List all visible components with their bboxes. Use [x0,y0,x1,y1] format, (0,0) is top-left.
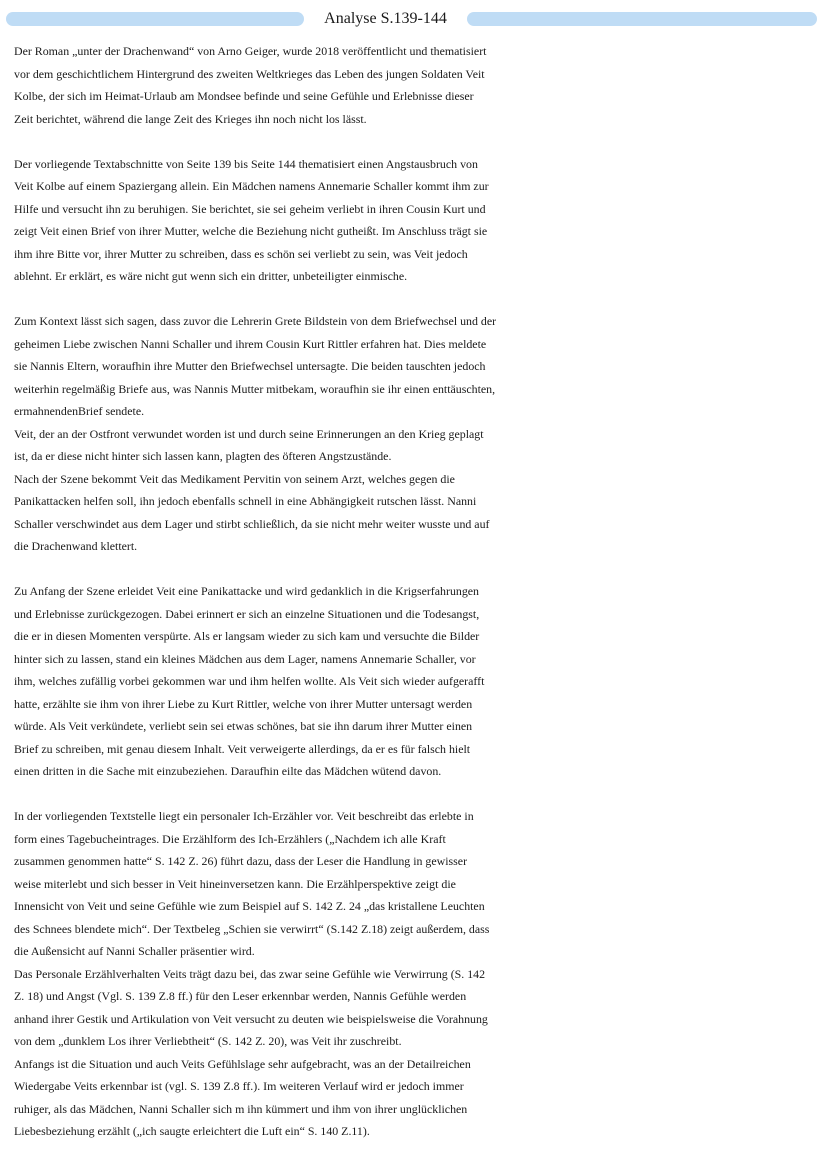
text-line: Das Personale Erzählverhalten Veits trägt dazu bei, das zwar seine Gefühle wie Verwirrung (S. 142 [14,966,486,981]
text-line: des Schnees blendete mich“. Der Textbeleg „Schien sie verwirrt“ (S.142 Z.18) zeigt außerdem, dass [14,921,490,936]
text-line: Brief zu schreiben, mit genau diesem Inhalt. Veit verweigerte allerdings, da er es für falsch hielt [14,741,471,756]
text-line: vor dem geschichtlichem Hintergrund des zweiten Weltkrieges das Leben des jungen Soldaten Veit [14,66,485,81]
text-line: Wiedergabe Veits erkennbar ist (vgl. S. 139 Z.8 ff.). Im weiteren Verlauf wird er jedoch immer [14,1079,464,1093]
text-line: geheimen Liebe zwischen Nanni Schaller und ihrem Cousin Kurt Rittler erfahren hat. Dies meldete [14,336,487,351]
page-header [0,8,828,32]
paragraph-gap [14,783,822,806]
text-line: Der Roman „unter der Drachenwand“ von Arno Geiger, wurde 2018 veröffentlicht und thematisiert [14,44,487,58]
text-line: hatte, erzählte sie ihm von ihrer Liebe zu Kurt Rittler, welche von ihrer Mutter untersagt werden [14,696,473,711]
paragraph-3 [14,310,822,558]
text-line: Zu Anfang der Szene erleidet Veit eine Panikattacke und wird gedanklich in die Krigserfahrungen [14,584,480,598]
paragraph-1 [14,40,822,130]
text-line: Der vorliegende Textabschnitte von Seite 139 bis Seite 144 thematisiert einen Angstausbruch von [14,156,478,171]
text-line: ist, da er diese nicht hinter sich lassen kann, plagten des öfteren Angstzustände. [14,449,392,463]
text-line: die er in diesen Momenten verspürte. Als er langsam wieder zu sich kam und versuchte die Bilder [14,629,480,643]
text-line: Nach der Szene bekommt Veit das Medikament Pervitin von seinem Arzt, welches gegen die [14,471,455,486]
text-line: form eines Tagebucheintrages. Die Erzählform des Ich-Erzählers („Nachdem ich alle Kraft [14,831,446,846]
document-body [14,40,822,1143]
paragraph-gap [14,558,822,581]
text-line: Liebesbeziehung erzählt („ich saugte erleichtert die Luft ein“ S. 140 Z.11). [14,1124,370,1138]
paragraph-2 [14,153,822,288]
text-line: Zum Kontext lässt sich sagen, dass zuvor die Lehrerin Grete Bildstein von dem Briefwechsel und der [14,314,497,328]
text-line: ablehnt. Er erklärt, es wäre nicht gut wenn sich ein dritter, unbeteiligter einmische. [14,269,408,283]
text-line: zusammen genommen hatte“ S. 142 Z. 26) führt dazu, dass der Leser die Handlung in gewisser [14,854,468,868]
text-line: ihm ihre Bitte vor, ihrer Mutter zu schreiben, dass es schön sei verliebt zu sein, was Veit jedoch [14,246,468,261]
text-line: und Erlebnisse zurückgezogen. Dabei erinnert er sich an einzelne Situationen und die Todesangst, [14,606,480,621]
text-line: einen dritten in die Sache mit einzubeziehen. Daraufhin eilte das Mädchen wütend davon. [14,764,442,778]
text-line: anhand ihrer Gestik und Artikulation von Veit versucht zu deuten wie beispielsweise die Vorahnung [14,1011,488,1026]
header-bar-right [467,12,817,26]
text-line: würde. Als Veit verkündete, verliebt sein sei etwas schönes, bat sie ihn darum ihrer Mutter einen [14,719,473,733]
page-title: Analyse S.139-144 [324,10,447,27]
text-line: ihm, welches zufällig vorbei gekommen war und ihm helfen wollte. Als Veit sich wieder aufgerafft [14,674,485,688]
text-line: Schaller verschwindet aus dem Lager und stirbt schließlich, da sie nicht mehr weiter wusste und auf [14,516,490,531]
text-line: zeigt Veit einen Brief von ihrer Mutter, welche die Beziehung nicht gutheißt. Im Anschluss trägt sie [14,224,488,238]
text-line: die Außensicht auf Nanni Schaller präsentier wird. [14,944,255,958]
text-line: von dem „dunklem Los ihrer Verliebtheit“ (S. 142 Z. 20), was Veit ihr zuschreibt. [14,1034,402,1048]
paragraph-5 [14,805,822,1143]
text-line: Veit, der an der Ostfront verwundet worden ist und durch seine Erinnerungen an den Krieg geplagt [14,426,484,441]
text-line: In der vorliegenden Textstelle liegt ein personaler Ich-Erzähler vor. Veit beschreibt das erlebte in [14,809,474,823]
header-bar-left [6,12,304,26]
text-line: Kolbe, der sich im Heimat-Urlaub am Mondsee befinde und seine Gefühle und Erlebnisse dieser [14,89,474,103]
text-line: ermahnendenBrief sendete. [14,404,145,418]
text-line: weise miterlebt und sich besser in Veit hineinversetzen kann. Die Erzählperspektive zeigt die [14,876,456,891]
text-line: ruhiger, als das Mädchen, Nanni Schaller sich m ihn kümmert und ihm von ihrer unglücklichen [14,1101,468,1116]
text-line: weiterhin regelmäßig Briefe aus, was Nannis Mutter mitbekam, woraufhin sie ihr einen enttäuschten, [14,381,496,396]
text-line: hinter sich zu lassen, stand ein kleines Mädchen aus dem Lager, namens Annemarie Schaller, vor [14,651,476,666]
text-line: die Drachenwand klettert. [14,539,138,553]
text-line: Zeit berichtet, während die lange Zeit des Krieges ihn noch nicht los lässt. [14,111,367,126]
text-line: Z. 18) und Angst (Vgl. S. 139 Z.8 ff.) für den Leser erkennbar werden, Nannis Gefühle werden [14,989,467,1003]
text-line: Anfangs ist die Situation und auch Veits Gefühlslage sehr aufgebracht, was an der Detailreichen [14,1056,471,1071]
paragraph-4 [14,580,822,783]
text-line: Innensicht von Veit und seine Gefühle wie zum Beispiel auf S. 142 Z. 24 „das kristallene Leuchten [14,899,485,913]
text-line: Hilfe und versucht ihn zu beruhigen. Sie berichtet, sie sei geheim verliebt in ihren Cousin Kurt und [14,201,486,216]
text-line: Panikattacken helfen soll, ihn jedoch ebenfalls schnell in eine Abhängigkeit rutschen lässt. Nanni [14,494,477,508]
text-line: sie Nannis Eltern, woraufhin ihre Mutter den Briefwechsel untersagte. Die beiden tauschten jedoch [14,359,486,373]
paragraph-gap [14,288,822,311]
paragraph-gap [14,130,822,153]
text-line: Veit Kolbe auf einem Spaziergang allein. Ein Mädchen namens Annemarie Schaller kommt ihm zur [14,179,489,193]
